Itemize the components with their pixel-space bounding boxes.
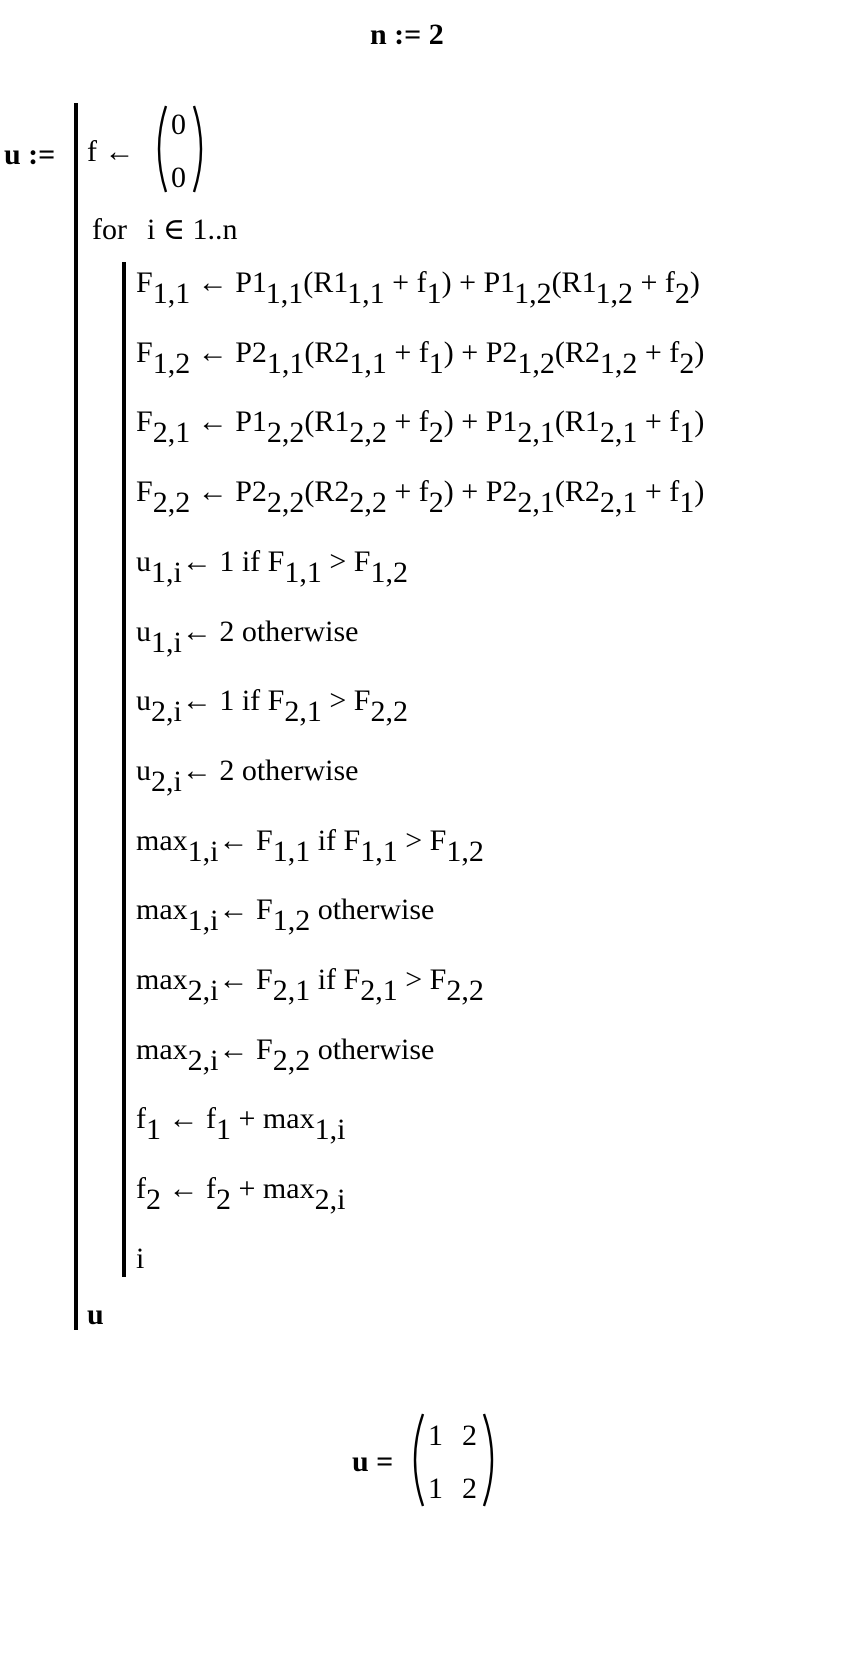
subscript: 1,i bbox=[151, 556, 182, 589]
expression-text: u bbox=[136, 684, 151, 717]
subscript: 2,i bbox=[187, 974, 219, 1007]
loop-line-f1-update bbox=[136, 1102, 346, 1146]
expression-text: + f bbox=[637, 405, 680, 438]
expression-text: ← f bbox=[161, 1172, 216, 1205]
return-u: u bbox=[87, 1298, 104, 1331]
expression-text: + f bbox=[386, 336, 429, 369]
loop-line-max1i-if bbox=[136, 824, 484, 868]
expression-text: (R1 bbox=[304, 405, 350, 438]
expression-text: max bbox=[136, 893, 188, 926]
f-init-label: f ← bbox=[87, 135, 135, 168]
expression-text: (R2 bbox=[554, 336, 600, 369]
expression-text: if F bbox=[310, 963, 361, 996]
subscript: 1,2 bbox=[595, 277, 633, 310]
subscript: 2,2 bbox=[446, 974, 484, 1007]
subscript: 2 bbox=[679, 347, 695, 380]
subscript: 2,1 bbox=[599, 416, 638, 449]
subscript: 1,2 bbox=[517, 347, 555, 380]
expression-text: (R1 bbox=[303, 266, 348, 299]
subscript: 2,2 bbox=[272, 1044, 311, 1077]
subscript: 2,1 bbox=[284, 695, 322, 728]
subscript: 1,1 bbox=[152, 277, 191, 310]
subscript: 1 bbox=[679, 486, 695, 519]
subscript: 1,2 bbox=[152, 347, 191, 380]
expression-text: ← P2 bbox=[190, 336, 267, 369]
expression-text: u bbox=[136, 754, 151, 787]
f-vector-entry-1: 0 bbox=[171, 108, 186, 141]
subscript: 2,1 bbox=[272, 974, 311, 1007]
loop-line-u1i-if bbox=[136, 545, 408, 589]
subscript: 1,1 bbox=[272, 835, 311, 868]
f-vector-left-paren bbox=[150, 104, 170, 194]
subscript: 1,2 bbox=[599, 347, 638, 380]
loop-line-F12 bbox=[136, 336, 705, 380]
subscript: 2,2 bbox=[349, 486, 387, 519]
expression-text: > F bbox=[321, 545, 371, 578]
loop-line-u2i-if bbox=[136, 684, 408, 728]
loop-line-max2i-else bbox=[136, 1033, 435, 1077]
expression-text: ) bbox=[694, 475, 705, 508]
expression-text: ← f bbox=[161, 1102, 216, 1135]
subscript: 2,1 bbox=[517, 486, 555, 519]
expression-text: ← 2 otherwise bbox=[181, 615, 359, 648]
expression-text: ← F bbox=[218, 824, 273, 857]
expression-text: ) bbox=[689, 266, 700, 299]
expression-text: f bbox=[136, 1172, 146, 1205]
subscript: 2 bbox=[428, 416, 444, 449]
expression-text: ) + P2 bbox=[443, 475, 518, 508]
subscript: 1 bbox=[146, 1113, 161, 1146]
loop-body-bar bbox=[122, 262, 126, 1277]
loop-line-F22 bbox=[136, 475, 705, 519]
loop-line-F11 bbox=[136, 266, 700, 310]
expression-text: ← P1 bbox=[190, 405, 267, 438]
expression-text: ← F bbox=[218, 893, 273, 926]
expression-text: ) + P1 bbox=[441, 266, 515, 299]
expression-text: max bbox=[136, 824, 188, 857]
loop-line-u1i-else bbox=[136, 615, 359, 659]
expression-text: F bbox=[136, 405, 153, 438]
subscript: 2,i bbox=[151, 695, 182, 728]
expression-text: f bbox=[136, 1102, 146, 1135]
subscript: 2,2 bbox=[266, 416, 305, 449]
program-outer-bar bbox=[74, 103, 78, 1330]
subscript: 2,2 bbox=[370, 695, 408, 728]
expression-text: + f bbox=[637, 475, 680, 508]
expression-text: u bbox=[136, 545, 151, 578]
expression-text: > F bbox=[397, 824, 447, 857]
subscript: 1 bbox=[426, 277, 442, 310]
u-assignment-label: u := bbox=[4, 138, 56, 171]
result-right-paren bbox=[480, 1412, 502, 1508]
subscript: 1,1 bbox=[265, 277, 304, 310]
result-label: u = bbox=[352, 1445, 394, 1478]
expression-text: ← 1 if F bbox=[181, 684, 285, 717]
subscript: 1,i bbox=[151, 626, 182, 659]
result-cell-2-1: 1 bbox=[428, 1472, 443, 1505]
loop-line-u2i-else bbox=[136, 754, 359, 798]
subscript: 2,i bbox=[151, 765, 182, 798]
expression-text: + f bbox=[386, 475, 429, 508]
expression-text: + max bbox=[231, 1102, 315, 1135]
expression-text: if F bbox=[310, 824, 361, 857]
result-cell-2-2: 2 bbox=[462, 1472, 477, 1505]
subscript: 1,2 bbox=[370, 556, 408, 589]
expression-text: max bbox=[136, 1033, 188, 1066]
expression-text: + f bbox=[384, 266, 427, 299]
expression-text: ← 1 if F bbox=[181, 545, 285, 578]
subscript: 2 bbox=[216, 1183, 231, 1216]
expression-text: ← 2 otherwise bbox=[181, 754, 359, 787]
f-vector-right-paren bbox=[190, 104, 210, 194]
subscript: 1 bbox=[216, 1113, 231, 1146]
subscript: 1,i bbox=[314, 1113, 346, 1146]
subscript: 1,i bbox=[187, 835, 219, 868]
expression-text: F bbox=[136, 336, 153, 369]
expression-text: (R2 bbox=[304, 475, 350, 508]
expression-text: ← F bbox=[218, 963, 273, 996]
expression-text: (R2 bbox=[304, 336, 350, 369]
subscript: 1,i bbox=[187, 904, 219, 937]
expression-text: otherwise bbox=[310, 1033, 435, 1066]
subscript: 2,2 bbox=[266, 486, 305, 519]
expression-text: (R2 bbox=[554, 475, 600, 508]
result-cell-1-1: 1 bbox=[428, 1419, 443, 1452]
loop-line-f2-update bbox=[136, 1172, 346, 1216]
subscript: 1,2 bbox=[514, 277, 552, 310]
subscript: 1,1 bbox=[347, 277, 385, 310]
expression-text: F bbox=[136, 266, 153, 299]
expression-text: + f bbox=[386, 405, 429, 438]
expression-text: + f bbox=[632, 266, 675, 299]
expression-text: ) + P2 bbox=[443, 336, 518, 369]
loop-line-max2i-if bbox=[136, 963, 484, 1007]
subscript: 2 bbox=[674, 277, 690, 310]
subscript: 2,i bbox=[314, 1183, 346, 1216]
result-cell-1-2: 2 bbox=[462, 1419, 477, 1452]
expression-text: > F bbox=[321, 684, 371, 717]
loop-line-return-i bbox=[136, 1244, 144, 1274]
subscript: 1 bbox=[428, 347, 444, 380]
expression-text: otherwise bbox=[310, 893, 435, 926]
loop-line-F21 bbox=[136, 405, 705, 449]
expression-text: > F bbox=[397, 963, 447, 996]
expression-text: ← P2 bbox=[190, 475, 267, 508]
subscript: 1,2 bbox=[446, 835, 484, 868]
expression-text: ) bbox=[694, 405, 705, 438]
for-range-expression: i ∈ 1..n bbox=[147, 213, 238, 246]
expression-text: F bbox=[136, 475, 153, 508]
expression-text: u bbox=[136, 615, 151, 648]
expression-text: ← P1 bbox=[190, 266, 266, 299]
subscript: 2,2 bbox=[349, 416, 387, 449]
subscript: 2,2 bbox=[152, 486, 191, 519]
subscript: 1,1 bbox=[266, 347, 305, 380]
subscript: 2 bbox=[146, 1183, 161, 1216]
subscript: 2 bbox=[428, 486, 444, 519]
n-definition: n := 2 bbox=[370, 18, 444, 51]
expression-text: ) bbox=[694, 336, 705, 369]
expression-text: (R1 bbox=[551, 266, 596, 299]
subscript: 2,1 bbox=[517, 416, 555, 449]
subscript: 2,1 bbox=[152, 416, 191, 449]
subscript: 2,1 bbox=[599, 486, 638, 519]
subscript: 1,1 bbox=[349, 347, 387, 380]
subscript: 2,i bbox=[187, 1044, 219, 1077]
expression-text: (R1 bbox=[554, 405, 600, 438]
subscript: 1 bbox=[679, 416, 695, 449]
expression-text: i bbox=[136, 1242, 145, 1275]
expression-text: ) + P1 bbox=[443, 405, 518, 438]
expression-text: + f bbox=[637, 336, 680, 369]
result-left-paren bbox=[405, 1412, 427, 1508]
expression-text: + max bbox=[231, 1172, 315, 1205]
subscript: 1,1 bbox=[360, 835, 398, 868]
subscript: 2,1 bbox=[360, 974, 398, 1007]
loop-line-max1i-else bbox=[136, 893, 435, 937]
for-keyword: for bbox=[92, 213, 127, 246]
expression-text: ← F bbox=[218, 1033, 273, 1066]
expression-text: max bbox=[136, 963, 188, 996]
subscript: 1,2 bbox=[272, 904, 311, 937]
f-vector-entry-2: 0 bbox=[171, 161, 186, 194]
subscript: 1,1 bbox=[284, 556, 322, 589]
